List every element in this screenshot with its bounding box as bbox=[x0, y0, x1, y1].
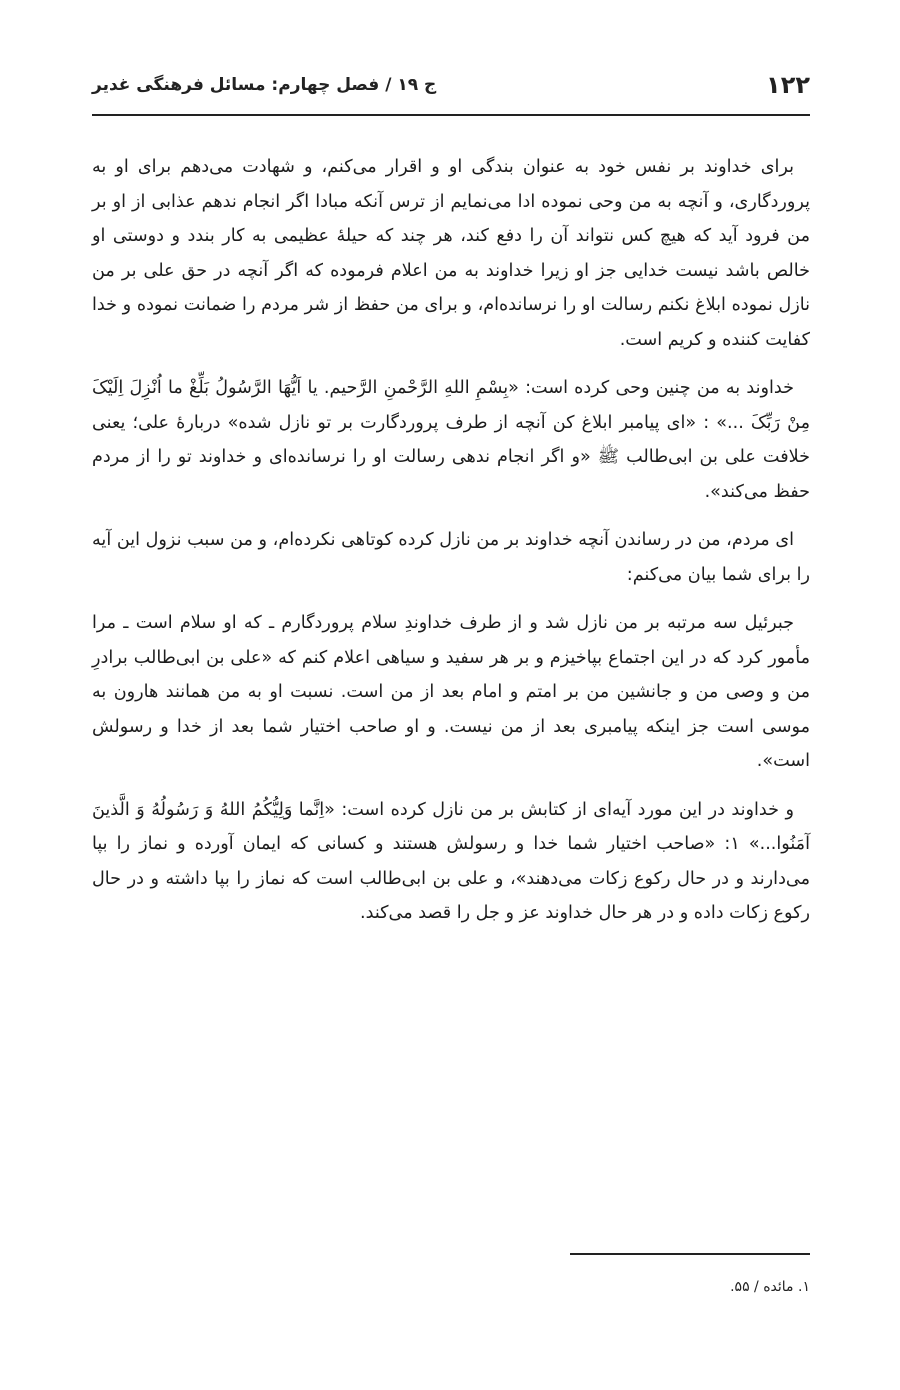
body-text bbox=[92, 150, 810, 945]
running-header bbox=[92, 70, 810, 116]
paragraph-3: ای مردم، من در رساندن آنچه خداوند بر من نازل کرده کوتاهی نکرده‌ام، و من سبب نزول این آیه را برای شما بیان می‌کنم: bbox=[92, 530, 810, 585]
footnote: ۱. مائده / ۵۵. bbox=[730, 1279, 810, 1295]
footnote-divider bbox=[570, 1253, 810, 1255]
paragraph-1: برای خداوند بر نفس خود به عنوان بندگی او و اقرار می‌کنم، و شهادت می‌دهم برای او به پروردگاری، و آنچه به من وحی نموده ادا می‌نمایم از ترس آنکه مبادا اگر انجام ندهم عذابی از او بر من فرود آید که هیچ کس نتواند آن را دفع کند، هر چند که حیلهٔ عظیمی به کار بندد و دوستی او خالص باشد نیست خدایی جز او زیرا خداوند به من اعلام فرموده که اگر آنچه در حق علی بر من نازل نموده ابلاغ نکنم رسالت او را نرسانده‌ام، و برای من حفظ از شر مردم را ضمانت نموده و خدا کفایت کننده و کریم است. bbox=[92, 157, 810, 350]
book-page bbox=[92, 0, 810, 1390]
page-number: ۱۲۲ bbox=[766, 71, 810, 99]
paragraph-2: خداوند به من چنین وحی کرده است: «بِسْمِ اللهِ الرَّحْمنِ الرَّحیم. یا اَیُّهَا الرَّسُولُ بَلِّغْ ما اُنْزِلَ اِلَیْکَ مِنْ رَبِّکَ ...» : «ای پیامبر ابلاغ کن آنچه از طرف پروردگارت بر تو نازل شده» دربارهٔ علی؛ یعنی خلافت علی بن ابی‌طالب ﷺ «و اگر انجام ندهی رسالت او را نرسانده‌ای و خداوند تو را از مردم حفظ می‌کند». bbox=[92, 378, 810, 502]
paragraph-5: و خداوند در این مورد آیه‌ای از کتابش بر من نازل کرده است: «اِنَّما وَلِیُّکُمُ اللهُ وَ رَسُولُهُ وَ الَّذینَ آمَنُوا...» ۱: «صاحب اختیار شما خدا و رسولش هستند و کسانی که ایمان آورده و نماز را بپا می‌دارند و در حال رکوع زکات می‌دهند»، و علی بن ابی‌طالب است که نماز را بپا داشته و در حال رکوع زکات داده و در هر حال خداوند عز و جل را قصد می‌کند. bbox=[92, 799, 810, 923]
chapter-title: ج ۱۹ / فصل چهارم: مسائل فرهنگی غدیر bbox=[92, 75, 437, 95]
paragraph-4: جبرئیل سه مرتبه بر من نازل شد و از طرف خداوندِ سلام پروردگارم ـ که او سلام است ـ مرا مأمور کرد که در این اجتماع بپاخیزم و بر هر سفید و سیاهی اعلام کنم که «علی بن ابی‌طالب برادرِ من و وصی من و جانشین من بر امتم و امام بعد از من است. نسبت او به من همانند هارون به موسی است جز اینکه پیامبری بعد از من نیست. و او صاحب اختیار شما بعد از خدا و رسولش است». bbox=[92, 613, 810, 771]
